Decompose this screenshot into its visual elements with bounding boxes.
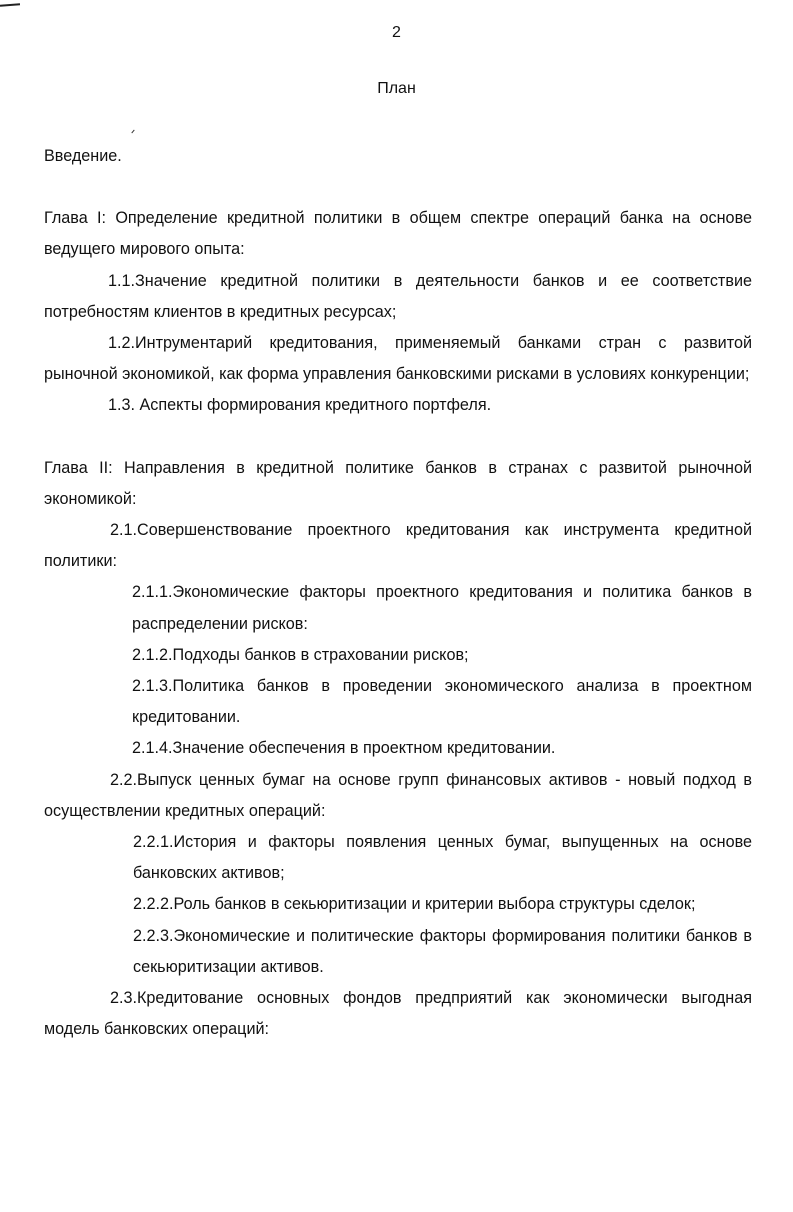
section-2-2-title: 2.2.Выпуск ценных бумаг на основе групп финансовых активов - новый подход в осуществлении кредитных операций:: [44, 770, 752, 820]
page-title: План: [377, 80, 416, 97]
item-2-1-3: 2.1.3.Политика банков в проведении экономического анализа в проектном кредитовании.: [132, 677, 752, 727]
scan-artifact-tick: [131, 130, 134, 134]
chapter-1-title: Глава I: Определение кредитной политики в общем спектре операций банка на основе ведущего мирового опыта:: [44, 209, 752, 259]
item-2-2-3: 2.2.3.Экономические и политические факторы формирования политики банков в секьюритизации активов.: [133, 926, 752, 976]
spacer: [44, 422, 752, 453]
section-2-1-title: 2.1.Совершенствование проектного кредитования как инструмента кредитной политики:: [44, 521, 752, 571]
item-2-2-2: 2.2.2.Роль банков в секьюритизации и критерии выбора структуры сделок;: [133, 895, 696, 914]
item-2-1-2: 2.1.2.Подходы банков в страховании рисков;: [132, 645, 469, 664]
item-1-2: 1.2.Интрументарий кредитования, применяемый банками стран с развитой рыночной экономикой, как форма управления банковскими рисками в условиях конкуренции;: [44, 334, 752, 384]
chapter-2-title: Глава II: Направления в кредитной политике банков в странах с развитой рыночной экономикой:: [44, 458, 752, 508]
item-1-3: 1.3. Аспекты формирования кредитного портфеля.: [108, 396, 492, 415]
item-1-1: 1.1.Значение кредитной политики в деятельности банков и ее соответствие потребностям клиентов в кредитных ресурсах;: [44, 271, 752, 321]
section-2-3-title: 2.3.Кредитование основных фондов предприятий как экономически выгодная модель банковских операций:: [44, 989, 752, 1039]
plan-content: [44, 141, 752, 1045]
item-2-2-1: 2.2.1.История и факторы появления ценных бумаг, выпущенных на основе банковских активов;: [133, 833, 752, 883]
scan-artifact-mark: [0, 3, 20, 6]
page-number: 2: [392, 24, 401, 41]
item-2-1-4: 2.1.4.Значение обеспечения в проектном кредитовании.: [132, 739, 556, 758]
intro-entry: Введение.: [44, 147, 122, 165]
item-2-1-1: 2.1.1.Экономические факторы проектного кредитования и политика банков в распределении рисков:: [132, 583, 752, 633]
